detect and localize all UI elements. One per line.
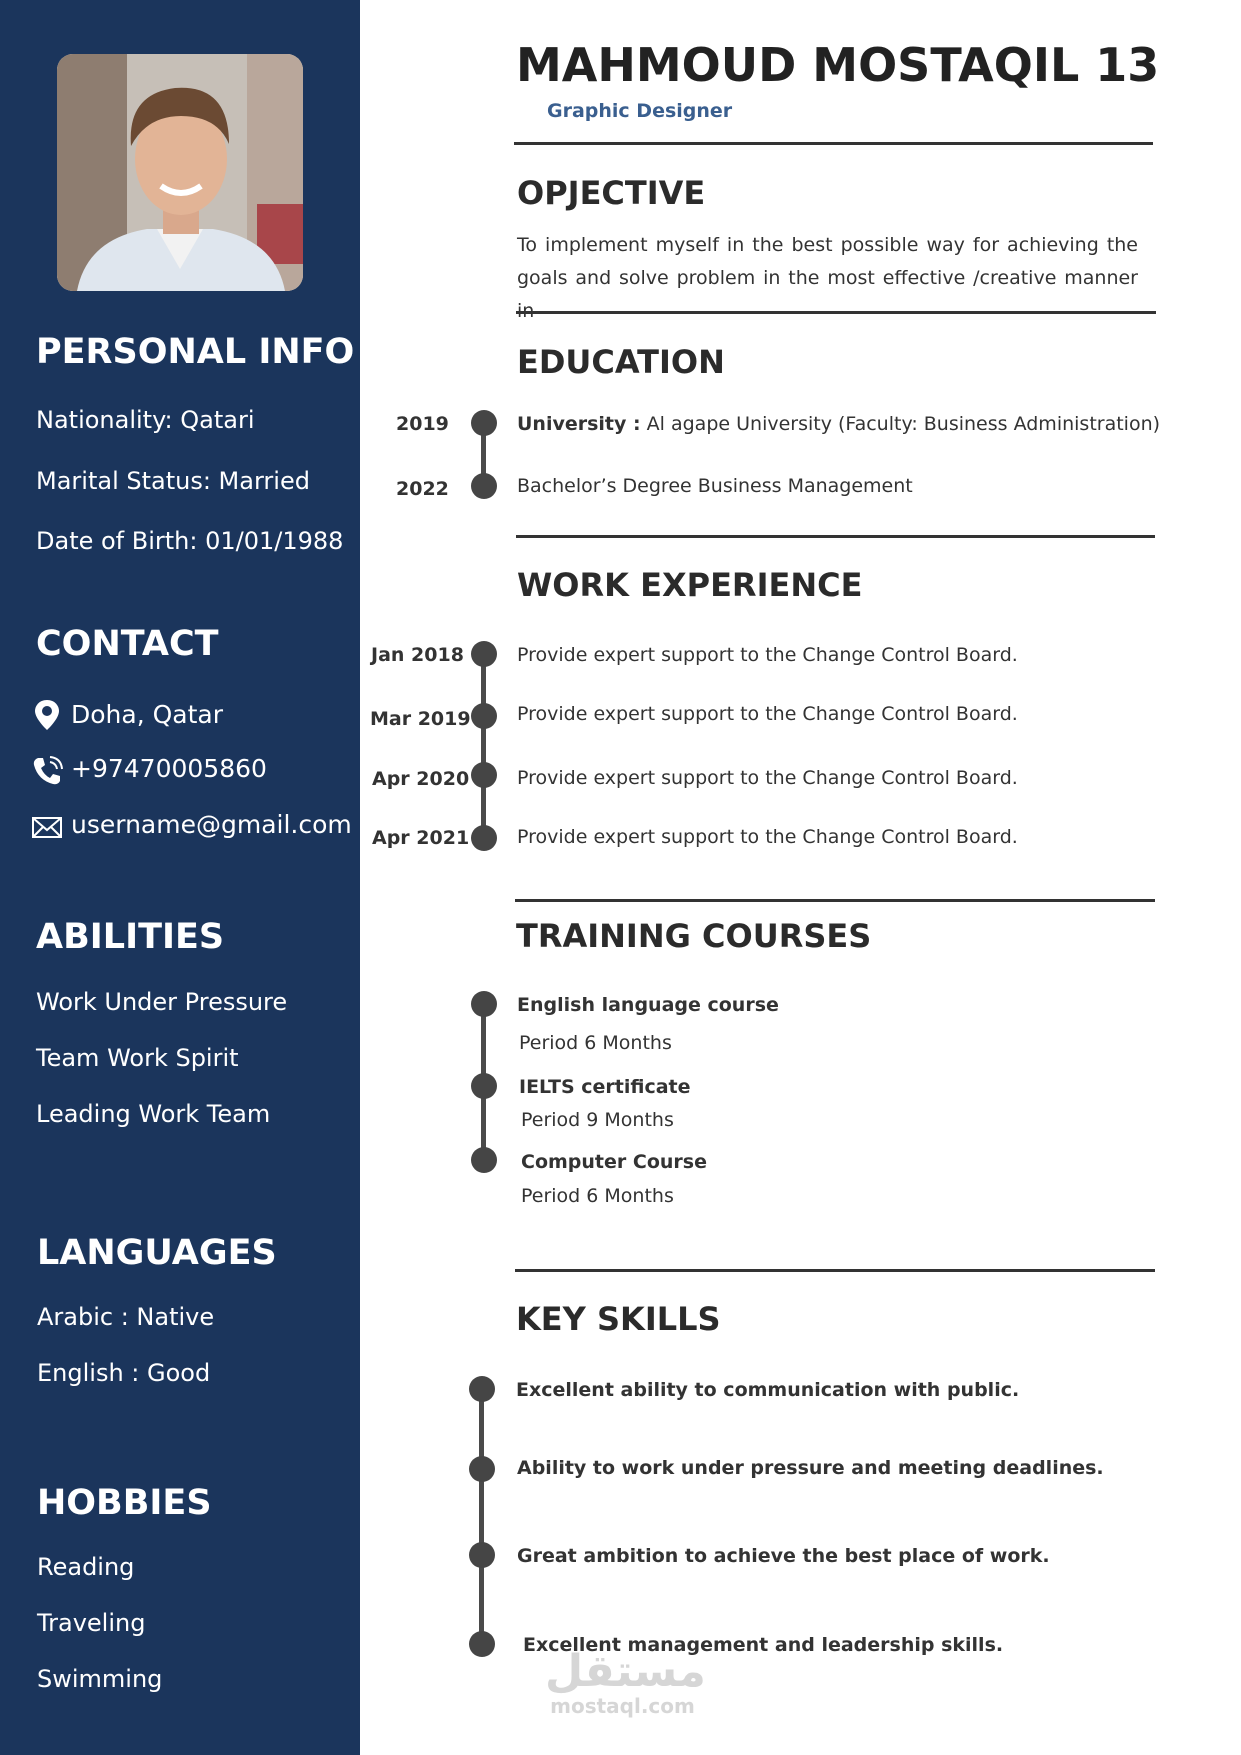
email-icon — [30, 810, 64, 844]
sidebar — [0, 0, 360, 1755]
location-pin-icon — [30, 698, 64, 732]
ability-item: Team Work Spirit — [36, 1044, 239, 1072]
watermark-arabic: مستقل — [545, 1646, 706, 1697]
contact-location: Doha, Qatar — [71, 700, 224, 729]
timeline-dot — [471, 641, 497, 667]
timeline-dot — [469, 1542, 495, 1568]
divider — [514, 142, 1153, 145]
work-entry: Provide expert support to the Change Control Board. — [517, 826, 1018, 848]
watermark — [545, 1646, 706, 1718]
key-skills-heading: KEY SKILLS — [516, 1300, 721, 1338]
work-date: Apr 2021 — [372, 827, 470, 849]
work-experience-heading: WORK EXPERIENCE — [517, 566, 863, 604]
course-title: English language course — [517, 994, 779, 1016]
education-entry — [517, 413, 1160, 435]
ability-item: Leading Work Team — [36, 1100, 271, 1128]
timeline-dot — [469, 1631, 495, 1657]
hobby-item: Reading — [37, 1553, 135, 1581]
divider — [516, 311, 1156, 314]
timeline-dot — [471, 1073, 497, 1099]
language-item: Arabic : Native — [37, 1303, 215, 1331]
date-of-birth: Date of Birth: 01/01/1988 — [36, 527, 344, 555]
training-heading: TRAINING COURSES — [516, 917, 872, 955]
education-entry-label: University : — [517, 413, 641, 435]
work-date: Jan 2018 — [371, 644, 464, 666]
personal-info-heading: PERSONAL INFO — [36, 332, 355, 372]
education-heading: EDUCATION — [517, 343, 725, 381]
hobby-item: Traveling — [37, 1609, 146, 1637]
timeline-line — [481, 655, 486, 838]
contact-heading: CONTACT — [36, 624, 219, 664]
timeline-dot — [471, 762, 497, 788]
timeline-dot — [471, 703, 497, 729]
timeline-dot — [471, 825, 497, 851]
ability-item: Work Under Pressure — [36, 988, 288, 1016]
timeline-dot — [469, 1456, 495, 1482]
work-entry: Provide expert support to the Change Control Board. — [517, 767, 1018, 789]
course-title: Computer Course — [521, 1151, 707, 1173]
work-entry: Provide expert support to the Change Control Board. — [517, 644, 1018, 666]
abilities-heading: ABILITIES — [36, 917, 225, 957]
objective-heading: OPJECTIVE — [517, 174, 706, 212]
course-period: Period 6 Months — [521, 1185, 674, 1207]
timeline-dot — [471, 991, 497, 1017]
hobby-item: Swimming — [37, 1665, 163, 1693]
job-title: Graphic Designer — [547, 100, 733, 122]
timeline-dot — [471, 473, 497, 499]
divider — [515, 899, 1155, 902]
timeline-dot — [471, 1147, 497, 1173]
divider — [515, 1269, 1155, 1272]
education-entry: Bachelor’s Degree Business Management — [517, 475, 913, 497]
course-period: Period 9 Months — [521, 1109, 674, 1131]
work-entry: Provide expert support to the Change Control Board. — [517, 703, 1018, 725]
nationality: Nationality: Qatari — [36, 406, 255, 434]
course-period: Period 6 Months — [519, 1032, 672, 1054]
course-title: IELTS certificate — [519, 1076, 691, 1098]
timeline-dot — [469, 1376, 495, 1402]
language-item: English : Good — [37, 1359, 211, 1387]
contact-email: username@gmail.com — [71, 810, 352, 839]
marital-status: Marital Status: Married — [36, 467, 310, 495]
divider — [516, 535, 1155, 538]
hobbies-heading: HOBBIES — [37, 1483, 212, 1523]
profile-photo — [57, 54, 303, 291]
education-year: 2022 — [396, 478, 449, 500]
languages-heading: LANGUAGES — [37, 1233, 277, 1273]
contact-phone: +97470005860 — [71, 754, 267, 783]
work-date: Apr 2020 — [372, 768, 470, 790]
timeline-dot — [471, 410, 497, 436]
skill-item: Excellent ability to communication with public. — [516, 1379, 1020, 1401]
candidate-name: MAHMOUD MOSTAQIL 13 — [516, 38, 1160, 92]
objective-text: To implement myself in the best possible way for achieving the goals and solve problem in the most effective /creative manner — [517, 234, 1138, 289]
education-year: 2019 — [396, 413, 449, 435]
watermark-latin: mostaql.com — [550, 1694, 695, 1718]
phone-icon — [30, 754, 64, 788]
skill-item: Ability to work under pressure and meeting deadlines. — [517, 1457, 1104, 1479]
work-date: Mar 2019 — [370, 708, 471, 730]
skill-item: Great ambition to achieve the best place of work. — [517, 1545, 1050, 1567]
timeline-line — [479, 1389, 484, 1645]
education-entry-text: Al agape University (Faculty: Business Administration) — [640, 413, 1161, 435]
skill-item: Excellent management and leadership skills. — [523, 1634, 1004, 1656]
